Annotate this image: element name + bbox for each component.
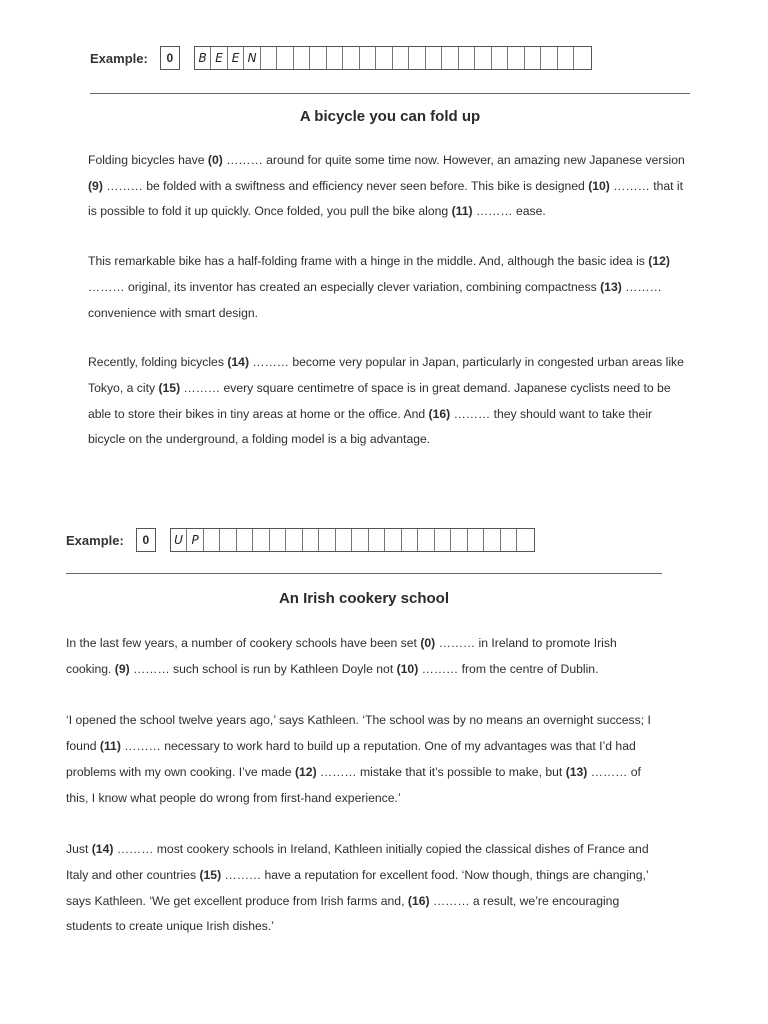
letter-cell bbox=[501, 529, 518, 551]
letter-cell: E bbox=[211, 47, 228, 69]
example-row-2 bbox=[66, 528, 535, 552]
gap-number: (16) bbox=[407, 893, 430, 908]
paragraph: Folding bicycles have (0) ……… around for quite some time now. However, an amazing new Japanese version (9) ……… be folded with a swiftness and efficiency never seen before. This bike is designed (10) ……… that it is possible to fold it up quickly. Once folded, you pull the bike along (11) ……… ease. bbox=[88, 153, 685, 219]
letter-cell bbox=[525, 47, 542, 69]
letter-cell bbox=[468, 529, 485, 551]
gap-number: (15) bbox=[199, 867, 222, 882]
gap-number: (13) bbox=[565, 764, 588, 779]
letter-cell bbox=[475, 47, 492, 69]
letter-cell: P bbox=[187, 529, 204, 551]
example-label: Example: bbox=[66, 532, 124, 548]
paragraph: This remarkable bike has a half-folding frame with a hinge in the middle. And, although the basic idea is (12) ……… original, its inventor has created an especially clever variation, combining compactness (13) ……… convenience with smart design. bbox=[88, 254, 670, 320]
letter-cell: E bbox=[228, 47, 245, 69]
gap-number: (10) bbox=[396, 661, 419, 676]
answer-letter-grid bbox=[194, 46, 592, 70]
paragraph: Recently, folding bicycles (14) ……… become very popular in Japan, particularly in congested urban areas like Tokyo, a city (15) ……… every square centimetre of space is in great demand. Japanese cyclists need to be able to store their bikes in tiny areas at home or the office. And (16) ……… they should want to take their bicycle on the underground, a folding model is a big advantage. bbox=[88, 355, 684, 447]
answer-letter-grid bbox=[170, 528, 535, 552]
section-title: An Irish cookery school bbox=[278, 590, 450, 607]
gap-number: (9) bbox=[114, 661, 130, 676]
section-title: A bicycle you can fold up bbox=[299, 108, 481, 125]
letter-cell bbox=[286, 529, 303, 551]
letter-cell bbox=[327, 47, 344, 69]
letter-cell bbox=[418, 529, 435, 551]
letter-cell bbox=[352, 529, 369, 551]
letter-cell bbox=[459, 47, 476, 69]
gap-number: (15) bbox=[158, 380, 181, 395]
letter-cell bbox=[442, 47, 459, 69]
letter-cell bbox=[426, 47, 443, 69]
letter-cell bbox=[253, 529, 270, 551]
gap-number: (13) bbox=[600, 279, 622, 294]
gap-number: (9) bbox=[88, 178, 103, 193]
letter-cell bbox=[261, 47, 278, 69]
letter-cell: U bbox=[171, 529, 188, 551]
letter-cell bbox=[409, 47, 426, 69]
letter-cell bbox=[294, 47, 311, 69]
letter-cell bbox=[360, 47, 377, 69]
gap-number: (14) bbox=[227, 355, 250, 370]
letter-cell bbox=[310, 47, 327, 69]
paragraph: In the last few years, a number of cookery schools have been set (0) ……… in Ireland to promote Irish cooking. (9) ……… such school is run by Kathleen Doyle not (10) ……… from the centre of Dublin. bbox=[66, 636, 617, 676]
example-number-box: 0 bbox=[136, 528, 156, 552]
example-number-box: 0 bbox=[160, 46, 180, 70]
letter-cell bbox=[385, 529, 402, 551]
gap-number: (10) bbox=[588, 178, 610, 193]
paragraph: Just (14) ……… most cookery schools in Ireland, Kathleen initially copied the classical dishes of France and Italy and other countries (15) ……… have a reputation for excellent food. ‘Now though, things are changing,’ says Kathleen. ‘We get excellent produce from Irish farms and, (16) ……… a result, we’re encouraging students to create unique Irish dishes.’ bbox=[66, 842, 649, 934]
gap-number: (12) bbox=[294, 764, 317, 779]
letter-cell: N bbox=[244, 47, 261, 69]
letter-cell bbox=[517, 529, 534, 551]
text-body bbox=[88, 148, 690, 453]
letter-cell bbox=[343, 47, 360, 69]
example-label: Example: bbox=[90, 50, 148, 66]
divider bbox=[66, 573, 662, 574]
gap-number: (0) bbox=[420, 636, 436, 650]
letter-cell bbox=[204, 529, 221, 551]
letter-cell bbox=[270, 529, 287, 551]
gap-number: (12) bbox=[648, 254, 670, 269]
letter-cell: B bbox=[195, 47, 212, 69]
letter-cell bbox=[237, 529, 254, 551]
letter-cell bbox=[451, 529, 468, 551]
letter-cell bbox=[541, 47, 558, 69]
letter-cell bbox=[508, 47, 525, 69]
gap-number: (14) bbox=[91, 842, 114, 857]
example-row-1 bbox=[90, 46, 592, 70]
letter-cell bbox=[336, 529, 353, 551]
letter-cell bbox=[303, 529, 320, 551]
gap-number: (11) bbox=[99, 739, 121, 754]
letter-cell bbox=[558, 47, 575, 69]
letter-cell bbox=[220, 529, 237, 551]
divider bbox=[90, 93, 690, 94]
letter-cell bbox=[402, 529, 419, 551]
letter-cell bbox=[393, 47, 410, 69]
gap-number: (16) bbox=[428, 406, 451, 421]
letter-cell bbox=[369, 529, 386, 551]
letter-cell bbox=[484, 529, 501, 551]
text-body bbox=[66, 631, 662, 940]
letter-cell bbox=[277, 47, 294, 69]
gap-number: (11) bbox=[451, 204, 473, 219]
letter-cell bbox=[574, 47, 591, 69]
letter-cell bbox=[492, 47, 509, 69]
paragraph: ‘I opened the school twelve years ago,’ says Kathleen. ‘The school was by no means an overnight success; I found (11) ……… necessary to work hard to build up a reputation. One of my advantages was that I’d had problems with my own cooking. I’ve made (12) ……… mistake that it’s possible to make, but (13) ……… of this, I know what people do wrong from first-hand experience.’ bbox=[66, 713, 651, 805]
gap-number: (0) bbox=[207, 153, 223, 167]
letter-cell bbox=[319, 529, 336, 551]
letter-cell bbox=[376, 47, 393, 69]
letter-cell bbox=[435, 529, 452, 551]
